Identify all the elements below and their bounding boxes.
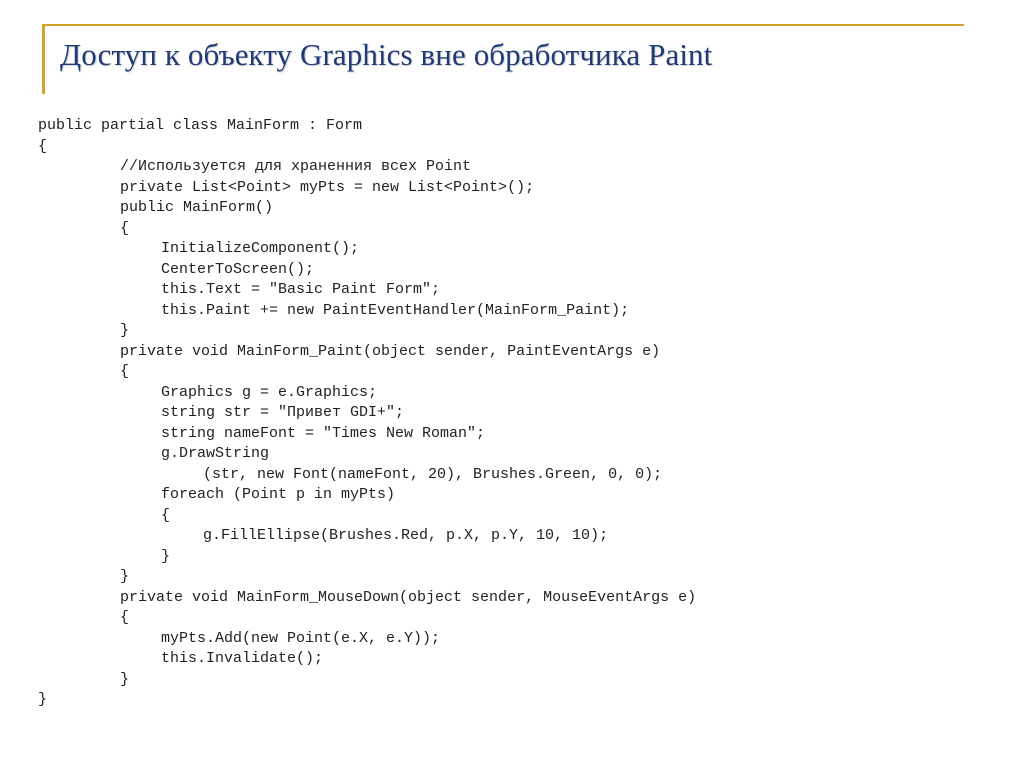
slide-title: Доступ к объекту Graphics вне обработчика Paint	[60, 37, 713, 72]
code-line: {	[161, 506, 171, 524]
code-line: private void MainForm_MouseDown(object sender, MouseEventArgs e)	[120, 588, 697, 606]
code-listing	[38, 116, 696, 711]
code-line: {	[120, 363, 130, 380]
code-line: //Используется для храненния всех Point	[120, 158, 472, 175]
code-line: public MainForm()	[120, 199, 274, 216]
code-line: }	[120, 322, 130, 339]
code-line: private List<Point> myPts = new List<Point>();	[120, 178, 535, 196]
code-line: }	[161, 547, 171, 565]
slide-frame-left-rule	[42, 24, 45, 94]
code-line: myPts.Add(new Point(e.X, e.Y));	[161, 629, 441, 647]
code-line: private void MainForm_Paint(object sender, PaintEventArgs e)	[120, 342, 661, 360]
code-line: {	[120, 609, 130, 626]
code-line: this.Paint += new PaintEventHandler(MainForm_Paint);	[161, 301, 630, 319]
code-line: {	[38, 137, 48, 155]
code-line: CenterToScreen();	[161, 260, 315, 278]
code-line: g.DrawString	[161, 445, 270, 462]
code-line: }	[38, 691, 48, 708]
code-line: Graphics g = e.Graphics;	[161, 383, 378, 401]
code-line: InitializeComponent();	[161, 240, 360, 257]
code-line: (str, new Font(nameFont, 20), Brushes.Green, 0, 0);	[203, 465, 663, 483]
code-line: this.Invalidate();	[161, 650, 324, 667]
code-line: }	[120, 568, 130, 585]
code-line: string nameFont = "Times New Roman";	[161, 424, 486, 442]
code-line: }	[120, 670, 130, 688]
code-line: g.FillEllipse(Brushes.Red, p.X, p.Y, 10, 10);	[203, 527, 609, 544]
slide-frame-top-rule	[42, 24, 964, 26]
code-line: string str = "Привет GDI+";	[161, 404, 405, 421]
code-line: this.Text = "Basic Paint Form";	[161, 281, 441, 298]
code-line: foreach (Point p in myPts)	[161, 486, 396, 503]
code-line: public partial class MainForm : Form	[38, 117, 363, 134]
code-line: {	[120, 219, 130, 237]
